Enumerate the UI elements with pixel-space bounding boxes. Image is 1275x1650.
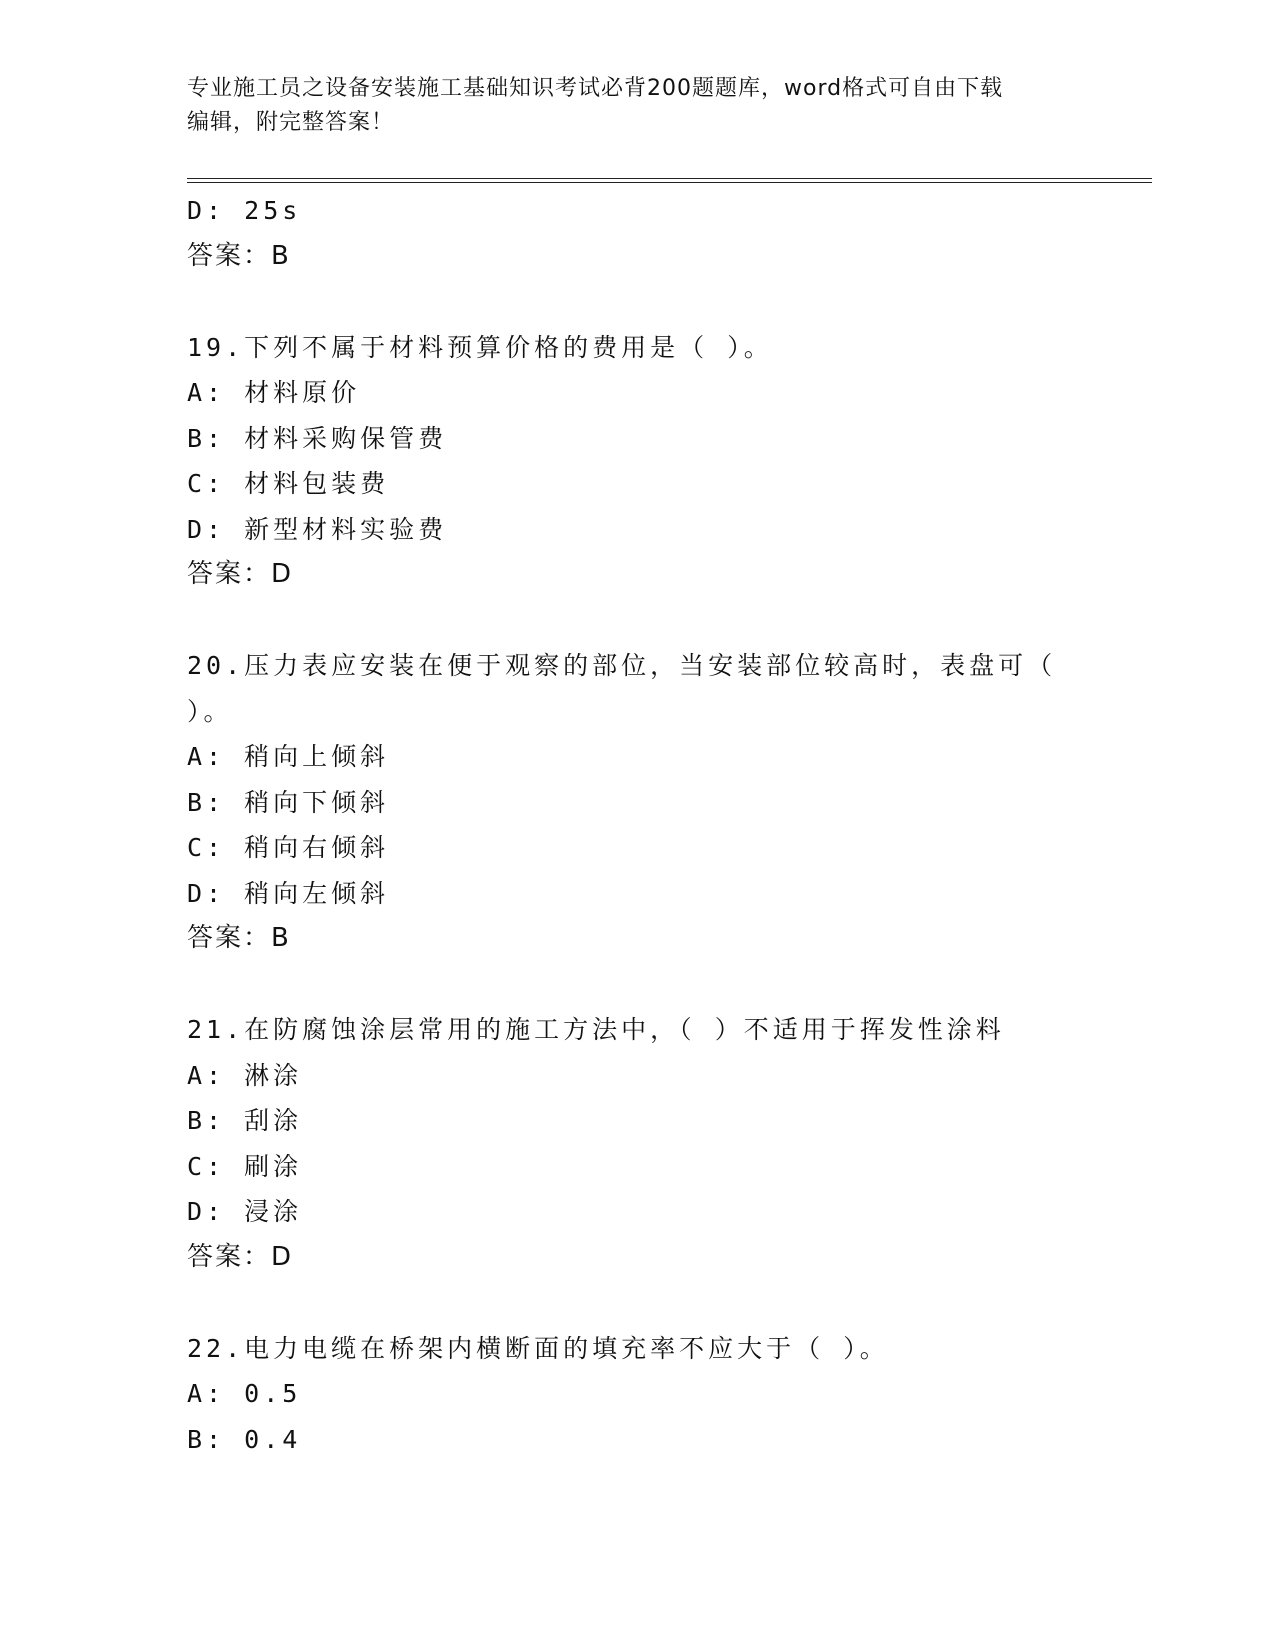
answer-line: 答案：B: [187, 923, 291, 953]
answer-line: 答案：B: [187, 240, 291, 271]
option-d: D: 25s: [187, 196, 302, 225]
option-b: B: 材料采购保管费: [187, 423, 448, 453]
spacer: [187, 1280, 1147, 1326]
question-stem: 20.压力表应安装在便于观察的部位，当安装部位较高时，表盘可（: [187, 651, 1057, 680]
document-header: [187, 72, 1087, 140]
option-a: A: 稍向上倾斜: [187, 742, 390, 771]
question-list: [187, 188, 1147, 1462]
question-stem: 19.下列不属于材料预算价格的费用是（ ）。: [187, 332, 773, 362]
option-a: A: 淋涂: [187, 1060, 303, 1090]
question-22: [187, 1326, 1147, 1463]
question-19: [187, 325, 1147, 598]
option-d: D: 新型材料实验费: [187, 514, 448, 544]
option-b: B: 稍向下倾斜: [187, 787, 390, 817]
answer-line: 答案：D: [187, 559, 294, 589]
question-stem-continued: ）。: [187, 696, 233, 726]
answer-line: 答案：D: [187, 1241, 294, 1272]
option-d: D: 稍向左倾斜: [187, 878, 390, 908]
option-c: C: 刷涂: [187, 1151, 303, 1181]
spacer: [187, 962, 1147, 1008]
spacer: [187, 279, 1147, 325]
option-a: A: 0.5: [187, 1379, 302, 1408]
option-c: C: 稍向右倾斜: [187, 833, 390, 862]
option-d: D: 浸涂: [187, 1197, 303, 1226]
header-title-line-1: 专业施工员之设备安装施工基础知识考试必背200题题库，word格式可自由下载: [187, 76, 1004, 101]
question-21: [187, 1007, 1147, 1280]
question-stem: 22.电力电缆在桥架内横断面的填充率不应大于（ ）。: [187, 1333, 889, 1363]
spacer: [187, 598, 1147, 644]
question-stem: 21.在防腐蚀涂层常用的施工方法中，（ ）不适用于挥发性涂料: [187, 1015, 1005, 1044]
header-rule-bottom: [187, 182, 1152, 183]
option-b: B: 0.4: [187, 1424, 302, 1454]
option-c: C: 材料包装费: [187, 469, 390, 498]
option-a: A: 材料原价: [187, 378, 361, 407]
option-b: B: 刮涂: [187, 1106, 303, 1135]
header-rule-top: [187, 178, 1152, 179]
question-20: [187, 643, 1147, 962]
header-title-line-2: 编辑，附完整答案！: [187, 110, 395, 135]
